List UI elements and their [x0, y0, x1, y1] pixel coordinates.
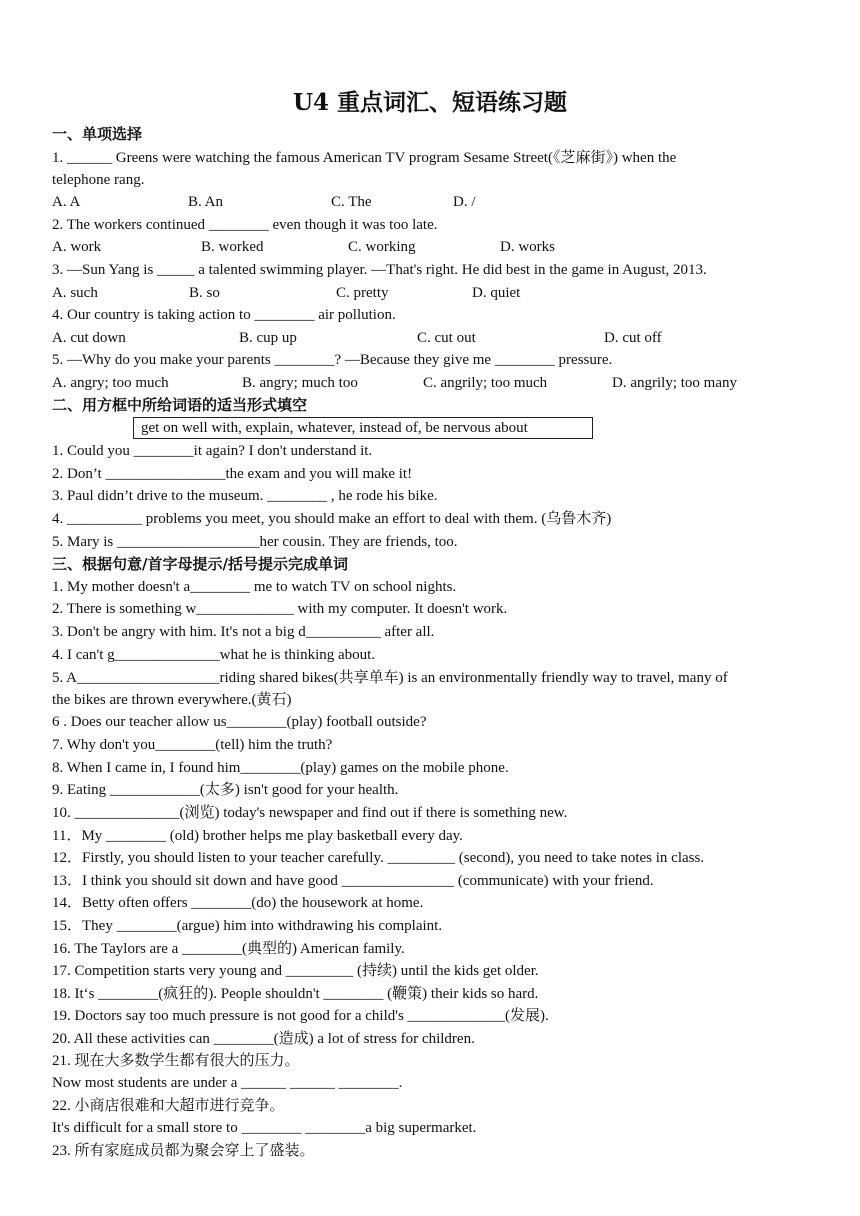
option-c: C. cut out: [417, 330, 476, 346]
section-heading-word-completion: 三、根据句意/首字母提示/括号提示完成单词: [52, 555, 348, 573]
completion-item: 1. My mother doesn't a________ me to watch TV on school nights.: [52, 579, 457, 595]
question-text: 5. —Why do you make your parents ________? —Because they give me ________ pressure.: [52, 352, 613, 368]
completion-item: 12．Firstly, you should listen to your teacher carefully. _________ (second), you need to take notes in class.: [52, 850, 705, 866]
option-b: B. cup up: [239, 330, 297, 346]
question-text: 4. Our country is taking action to ________ air pollution.: [52, 307, 396, 323]
option-d: D. quiet: [472, 285, 521, 301]
option-a: A. A: [52, 194, 81, 210]
question-text: 2. The workers continued ________ even though it was too late.: [52, 217, 438, 233]
section-heading-word-box: 二、用方框中所给词语的适当形式填空: [52, 396, 308, 414]
completion-item: 11．My ________ (old) brother helps me play basketball every day.: [52, 828, 463, 844]
option-d: D. angrily; too many: [612, 375, 737, 391]
completion-item: 17. Competition starts very young and _________ (持续) until the kids get older.: [52, 963, 539, 979]
fill-in-item: 5. Mary is ___________________her cousin. They are friends, too.: [52, 534, 458, 550]
word-box: get on well with, explain, whatever, instead of, be nervous about: [133, 417, 593, 439]
option-a: A. angry; too much: [52, 375, 169, 391]
completion-item: 5. A___________________riding shared bikes(共享单车) is an environmentally friendly way to travel, many of: [52, 670, 728, 686]
option-c: C. pretty: [336, 285, 389, 301]
completion-item: 6 . Does our teacher allow us________(play) football outside?: [52, 714, 427, 730]
completion-item: 10. ______________(浏览) today's newspaper and find out if there is something new.: [52, 805, 568, 821]
option-c: C. The: [331, 194, 372, 210]
completion-item: 8. When I came in, I found him________(play) games on the mobile phone.: [52, 760, 509, 776]
translation-sentence: It's difficult for a small store to ________ ________a big supermarket.: [52, 1120, 477, 1136]
translation-prompt: 21. 现在大多数学生都有很大的压力。: [52, 1053, 300, 1069]
fill-in-item: 1. Could you ________it again? I don't understand it.: [52, 443, 373, 459]
option-a: A. such: [52, 285, 98, 301]
translation-prompt: 23. 所有家庭成员都为聚会穿上了盛装。: [52, 1143, 315, 1159]
fill-in-item: 4. __________ problems you meet, you should make an effort to deal with them. (乌鲁木齐): [52, 511, 612, 527]
completion-item: 15．They ________(argue) him into withdrawing his complaint.: [52, 918, 443, 934]
translation-prompt: 22. 小商店很难和大超市进行竞争。: [52, 1098, 285, 1114]
completion-item: 3. Don't be angry with him. It's not a big d__________ after all.: [52, 624, 435, 640]
option-b: B. so: [189, 285, 220, 301]
completion-item: 2. There is something w_____________ with my computer. It doesn't work.: [52, 601, 508, 617]
completion-item: 20. All these activities can ________(造成) a lot of stress for children.: [52, 1031, 475, 1047]
completion-item: 13．I think you should sit down and have good _______________ (communicate) with your friend.: [52, 873, 654, 889]
question-text: 1. ______ Greens were watching the famous American TV program Sesame Street(《芝麻街》) when the: [52, 150, 677, 166]
translation-sentence: Now most students are under a ______ ______ ________.: [52, 1075, 403, 1091]
option-a: A. cut down: [52, 330, 126, 346]
section-heading-multiple-choice: 一、单项选择: [52, 125, 143, 143]
page-title: U4 重点词汇、短语练习题: [292, 89, 568, 116]
option-b: B. worked: [201, 239, 264, 255]
question-text: 3. —Sun Yang is _____ a talented swimming player. —That's right. He did best in the game in August, 2013.: [52, 262, 707, 278]
completion-item: 4. I can't g______________what he is thinking about.: [52, 647, 376, 663]
option-c: C. angrily; too much: [423, 375, 548, 391]
completion-item: 19. Doctors say too much pressure is not good for a child's _____________(发展).: [52, 1008, 549, 1024]
completion-item: 7. Why don't you________(tell) him the truth?: [52, 737, 333, 753]
fill-in-item: 2. Don’t ________________the exam and you will make it!: [52, 466, 413, 482]
option-a: A. work: [52, 239, 102, 255]
completion-item-continued: the bikes are thrown everywhere.(黄石): [52, 692, 292, 708]
completion-item: 16. The Taylors are a ________(典型的) American family.: [52, 941, 405, 957]
question-text-continued: telephone rang.: [52, 172, 145, 188]
option-d: D. works: [500, 239, 555, 255]
option-b: B. An: [188, 194, 224, 210]
option-c: C. working: [348, 239, 416, 255]
completion-item: 9. Eating ____________(太多) isn't good for your health.: [52, 782, 399, 798]
completion-item: 18. It‘s ________(疯狂的). People shouldn't ________ (鞭策) their kids so hard.: [52, 986, 539, 1002]
fill-in-item: 3. Paul didn’t drive to the museum. ________ , he rode his bike.: [52, 488, 438, 504]
completion-item: 14．Betty often offers ________(do) the housework at home.: [52, 895, 424, 911]
option-d: D. /: [453, 194, 476, 210]
option-d: D. cut off: [604, 330, 662, 346]
option-b: B. angry; much too: [242, 375, 358, 391]
